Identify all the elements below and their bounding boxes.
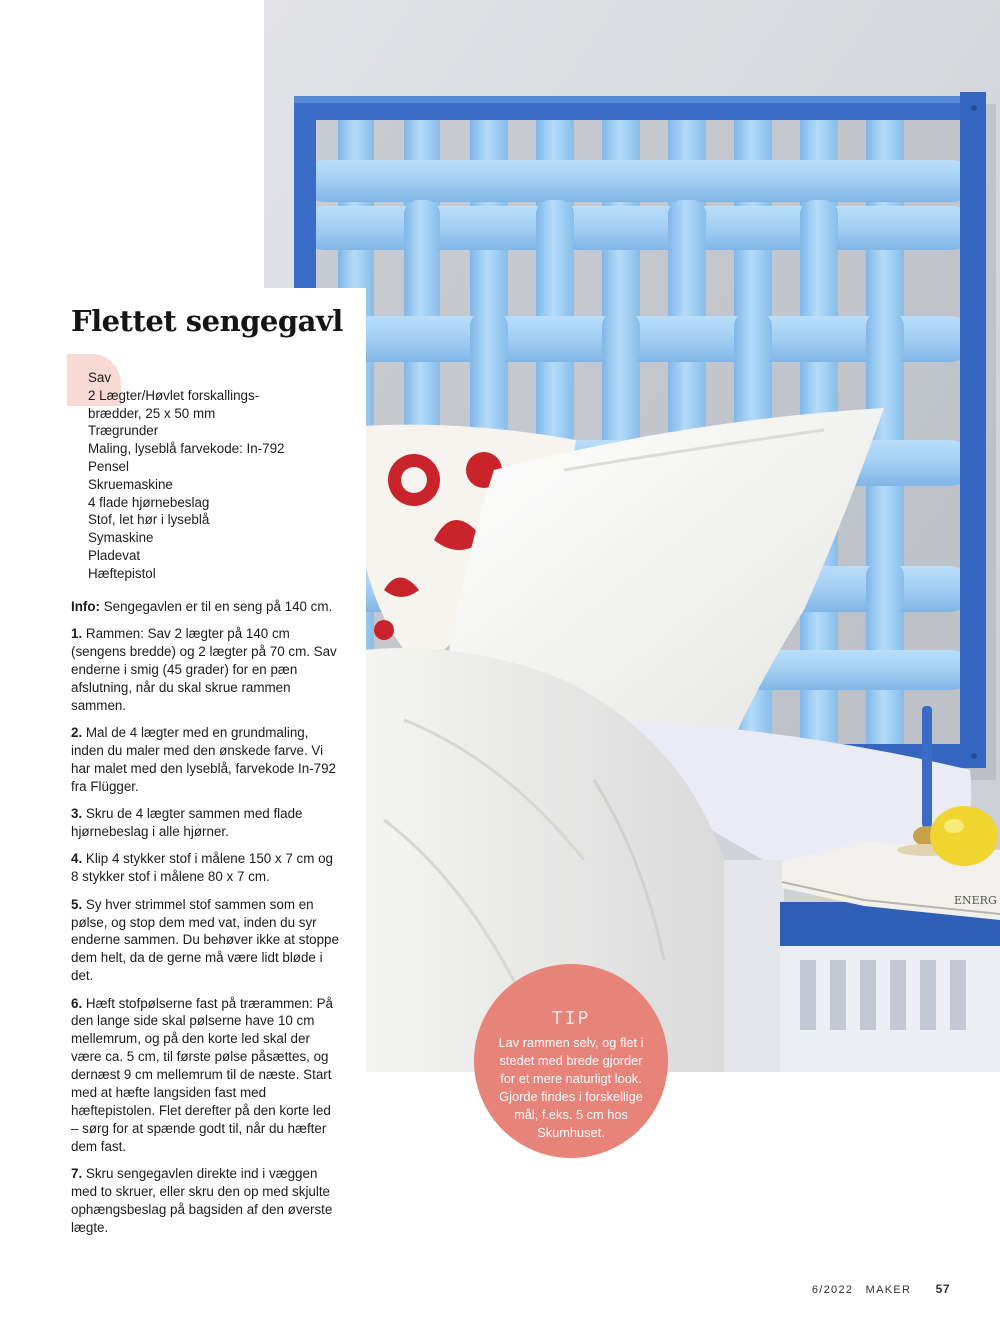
material-item: brædder, 25 x 50 mm bbox=[88, 405, 216, 421]
materials-list bbox=[88, 369, 285, 583]
step-7 bbox=[71, 1165, 341, 1237]
step-3 bbox=[71, 805, 341, 841]
step-number: 4. bbox=[71, 851, 83, 867]
material-item: Sav bbox=[88, 370, 112, 385]
step-number: 7. bbox=[71, 1166, 83, 1182]
step-number: 3. bbox=[71, 806, 83, 822]
info-label: Info: bbox=[71, 599, 100, 614]
material-item: 4 flade hjørnebeslag bbox=[88, 494, 210, 510]
issue-number: 6/2022 bbox=[811, 1284, 854, 1296]
step-6 bbox=[71, 995, 341, 1156]
step-number: 6. bbox=[71, 995, 83, 1011]
step-text: Skru de 4 lægter sammen med flade hjørnebeslag i alle hjørner. bbox=[71, 806, 303, 840]
magazine-name: MAKER bbox=[865, 1284, 912, 1296]
article-body bbox=[71, 598, 341, 1246]
step-text: Hæft stofpølserne fast på trærammen: På den lange side skal pølserne have 10 cm mellemrum, og på den korte led skal der være ca. 5 cm, til første pølse påsættes, og dernæst 9 cm mellemrum til de næste. Start med at hæfte langsiden fast med hæftepistolen. Flet derefter på den korte led – sørg for at spænde godt til, når du hæfter dem fast. bbox=[71, 995, 333, 1154]
step-4 bbox=[71, 850, 341, 886]
info-text: Sengegavlen er til en seng på 140 cm. bbox=[100, 599, 333, 614]
info-paragraph bbox=[71, 598, 341, 616]
storage-crate bbox=[780, 902, 1000, 1072]
lemon bbox=[930, 806, 998, 866]
headboard-photo bbox=[264, 0, 1000, 1072]
step-2 bbox=[71, 724, 341, 796]
step-text: Rammen: Sav 2 lægter på 140 cm (sengens bredde) og 2 lægter på 70 cm. Sav enderne i smig (45 grader) for en pæn afslutning, når du skal skrue rammen sammen. bbox=[71, 626, 337, 713]
tip-heading: TIP bbox=[551, 1008, 591, 1029]
material-item: Pladevat bbox=[88, 547, 141, 563]
page-number: 57 bbox=[935, 1282, 950, 1296]
tip-badge bbox=[474, 964, 668, 1158]
step-number: 2. bbox=[71, 725, 83, 741]
material-item: Hæftepistol bbox=[88, 565, 156, 581]
step-text: Mal de 4 lægter med en grundmaling, inden du maler med den ønskede farve. Vi har malet med den lyseblå, farvekode In-792 fra Flügger. bbox=[71, 725, 336, 794]
step-1 bbox=[71, 625, 341, 715]
material-item: Maling, lyseblå farvekode: In-792 bbox=[88, 441, 285, 457]
book-spine-text: ENERG bbox=[954, 894, 997, 907]
page-footer bbox=[812, 1282, 950, 1296]
step-text: Sy hver strimmel stof sammen som en pølse, og stop dem med vat, inden du syr enderne sammen. Du behøver ikke at stoppe dem helt, da de gerne må være lidt bløde i det. bbox=[71, 896, 339, 984]
material-item: Symaskine bbox=[88, 530, 154, 546]
step-5 bbox=[71, 896, 341, 986]
step-text: Klip 4 stykker stof i målene 150 x 7 cm og 8 stykker stof i målene 80 x 7 cm. bbox=[71, 851, 333, 885]
step-number: 1. bbox=[71, 626, 83, 642]
article-panel bbox=[44, 288, 366, 1278]
material-item: Stof, let hør i lyseblå bbox=[88, 512, 210, 528]
step-number: 5. bbox=[71, 896, 83, 912]
step-text: Skru sengegavlen direkte ind i væggen med to skruer, eller skru den op med skjulte ophængsbeslag på bagsiden af den øverste lægte. bbox=[71, 1166, 333, 1235]
material-item: Pensel bbox=[88, 458, 129, 474]
article-title: Flettet sengegavl bbox=[71, 304, 343, 338]
tip-text: Lav rammen selv, og flet i stedet med brede gjorder for et mere naturligt look. Gjorde findes i forskellige mål, f.eks. 5 cm hos Skumhuset. bbox=[498, 1035, 644, 1140]
material-item: Trægrunder bbox=[88, 423, 159, 439]
material-item: 2 Lægter/Høvlet forskallings- bbox=[88, 387, 260, 403]
material-item: Skruemaskine bbox=[88, 476, 173, 492]
